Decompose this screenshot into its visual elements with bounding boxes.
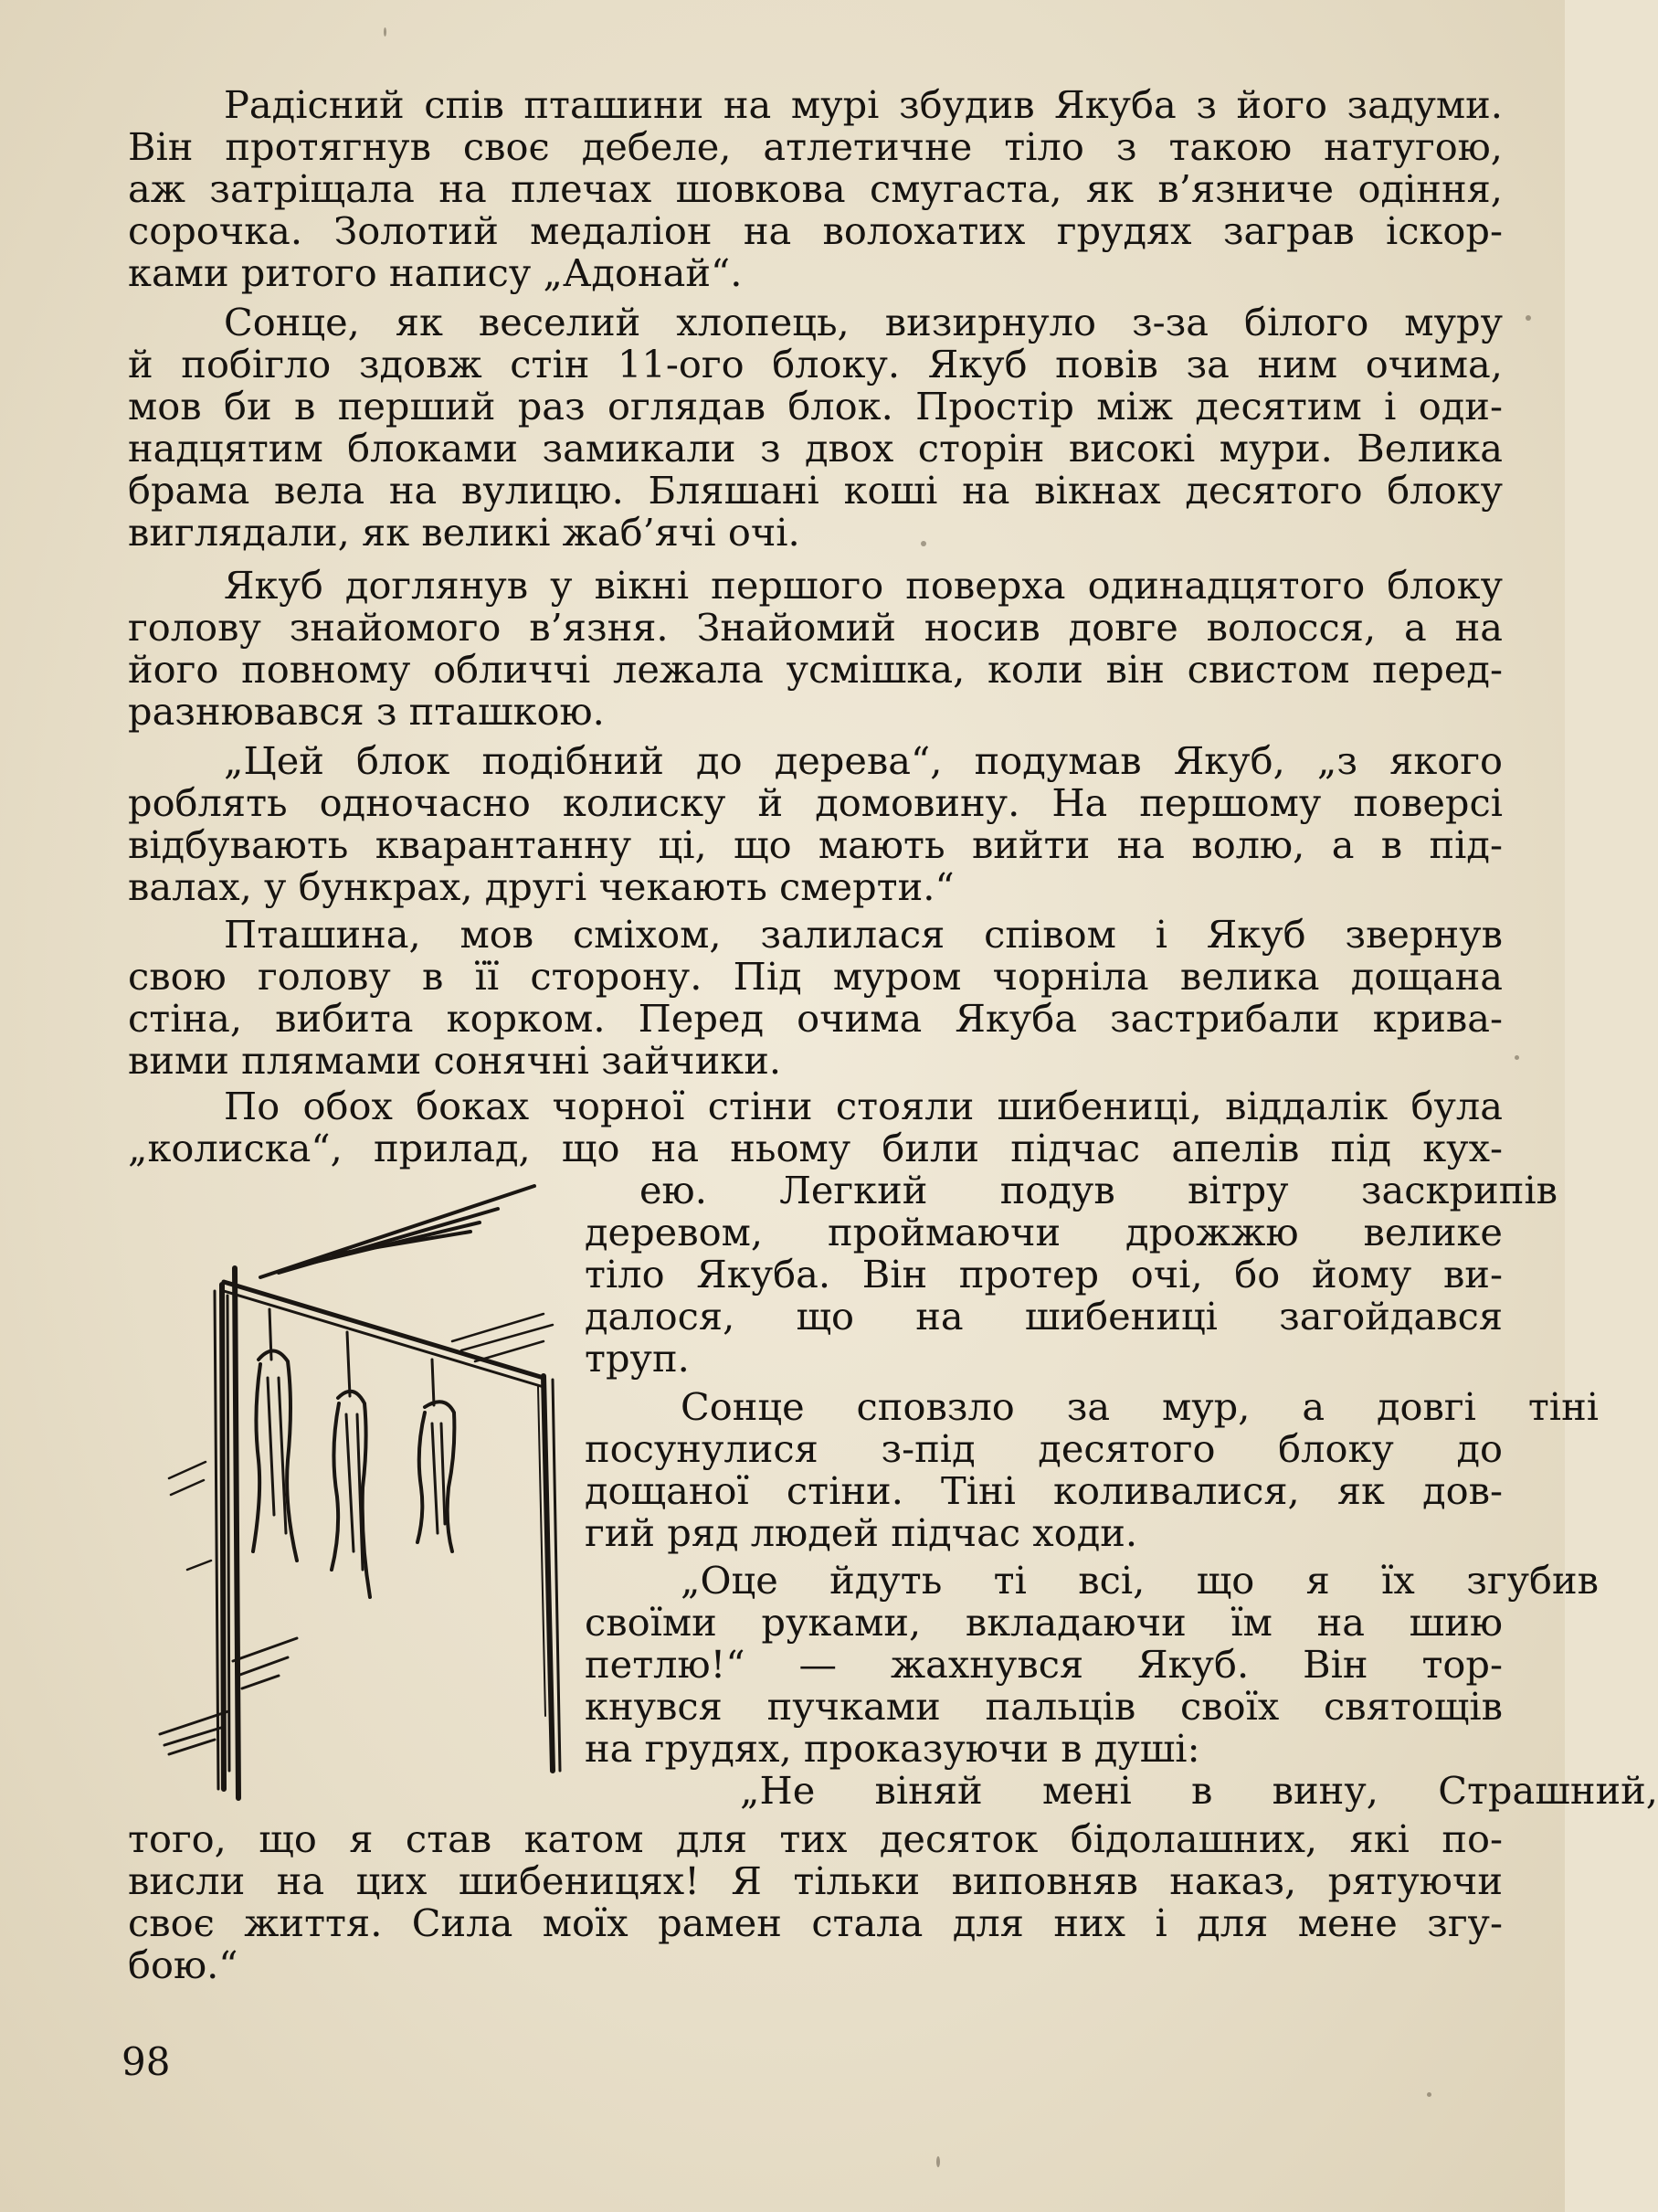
- text-line: надцятим блоками замикали з двох сторін високі мури. Велика: [128, 426, 1503, 471]
- text-line: валах, у бункрах, другі чекають смерти.“: [128, 864, 955, 909]
- text-line: голову знайомого в’язня. Знайомий носив довге волосся, а на: [128, 605, 1503, 650]
- text-line: своє життя. Сила моїх рамен стала для них і для мене згу-: [128, 1900, 1503, 1945]
- paragraph-6: [128, 1085, 1503, 1170]
- paragraph-4: [128, 740, 1503, 908]
- text-line: свою голову в її сторону. Під муром чорніла велика дощана: [128, 954, 1503, 999]
- text-line: дощаної стіни. Тіні коливалися, як дов-: [585, 1468, 1503, 1513]
- text-line: ками ритого напису „Адонай“.: [128, 250, 743, 295]
- text-line: стіна, вибита корком. Перед очима Якуба застрибали крива-: [128, 996, 1503, 1041]
- scan-speck: [921, 541, 926, 546]
- narrow-paragraph-2: [585, 1384, 1599, 1555]
- text-line: своїми руками, вкладаючи їм на шию: [585, 1600, 1503, 1645]
- text-line: виглядали, як великі жаб’ячі очі.: [128, 510, 800, 555]
- scan-speck: [1427, 2092, 1431, 2097]
- text-line: Якуб доглянув у вікні першого поверха одинадцятого блоку: [224, 563, 1503, 608]
- text-line: відбувають кварантанну ці, що мають вийти на волю, а в під-: [128, 822, 1503, 867]
- text-line: того, що я став катом для тих десяток бідолашних, які по-: [128, 1816, 1503, 1861]
- paragraph-5: [128, 914, 1503, 1082]
- text-line: брама вела на вулицю. Бляшані коші на вікнах десятого блоку: [128, 468, 1503, 513]
- text-line: разнювався з пташкою.: [128, 689, 605, 734]
- text-line: Сонце, як веселий хлопець, визирнуло з-за білого муру: [224, 300, 1503, 344]
- paragraph-3: [128, 565, 1503, 733]
- text-line: сорочка. Золотий медаліон на волохатих грудях заграв іскор-: [128, 208, 1503, 253]
- text-line: його повному обличчі лежала усмішка, коли він свистом перед-: [128, 647, 1503, 692]
- text-line: кнувся пучками пальців своїх святощів: [585, 1684, 1503, 1729]
- paragraph-final: [128, 1818, 1503, 1986]
- paragraph-2: [128, 302, 1503, 554]
- text-line: Він протягнув своє дебеле, атлетичне тіло з такою натугою,: [128, 124, 1503, 169]
- text-line: далося, що на шибениці загойдався: [585, 1294, 1503, 1339]
- text-line: висли на цих шибеницях! Я тільки виповняв наказ, рятуючи: [128, 1858, 1503, 1903]
- scan-speck: [1515, 1055, 1519, 1060]
- text-line: гий ряд людей підчас ходи.: [585, 1510, 1138, 1555]
- text-line: По обох боках чорної стіни стояли шибениці, віддалік була: [224, 1084, 1503, 1128]
- text-line: вими плямами сонячні зайчики.: [128, 1038, 782, 1083]
- text-line: Пташина, мов сміхом, залилася співом і Якуб звернув: [224, 912, 1503, 957]
- narrow-paragraph-3: [585, 1558, 1658, 1813]
- page-number: 98: [121, 2039, 171, 2084]
- text-line: мов би в перший раз оглядав блок. Простір між десятим і оди-: [128, 384, 1503, 429]
- text-line: роблять одночасно колиску й домовину. На першому поверсі: [128, 780, 1503, 825]
- narrow-paragraph-1: [585, 1168, 1558, 1381]
- text-line: посунулися з-під десятого блоку до: [585, 1426, 1503, 1471]
- text-line: труп.: [585, 1336, 690, 1381]
- paragraph-1: [128, 84, 1503, 294]
- text-line: тіло Якуба. Він протер очі, бо йому ви-: [585, 1252, 1503, 1297]
- text-line: бою.“: [128, 1942, 238, 1987]
- text-line: деревом, проймаючи дрожжю велике: [585, 1210, 1503, 1254]
- scan-speck: [384, 27, 386, 37]
- gallows-illustration: [151, 1168, 589, 1807]
- text-line: „Не віняй мені в вину, Страшний,: [740, 1768, 1658, 1813]
- text-line: „Оце йдуть ті всі, що я їх згубив: [681, 1558, 1599, 1603]
- text-line: „Цей блок подібний до дерева“, подумав Якуб, „з якого: [224, 738, 1503, 783]
- text-line: „колиска“, прилад, що на ньому били підчас апелів під кух-: [128, 1126, 1503, 1170]
- text-line: аж затріщала на плечах шовкова смугаста, як в’язниче одіння,: [128, 166, 1503, 211]
- scan-speck: [936, 2156, 940, 2167]
- text-line: петлю!“ — жахнувся Якуб. Він тор-: [585, 1642, 1503, 1687]
- scan-speck: [1526, 315, 1531, 321]
- text-line: на грудях, проказуючи в душі:: [585, 1726, 1200, 1771]
- text-line: Радісний спів пташини на мурі збудив Якуба з його задуми.: [224, 82, 1503, 127]
- text-line: ею. Легкий подув вітру заскрипів: [639, 1168, 1558, 1212]
- text-line: й побігло здовж стін 11-ого блоку. Якуб повів за ним очима,: [128, 342, 1503, 386]
- text-line: Сонце сповзло за мур, а довгі тіні: [681, 1384, 1599, 1429]
